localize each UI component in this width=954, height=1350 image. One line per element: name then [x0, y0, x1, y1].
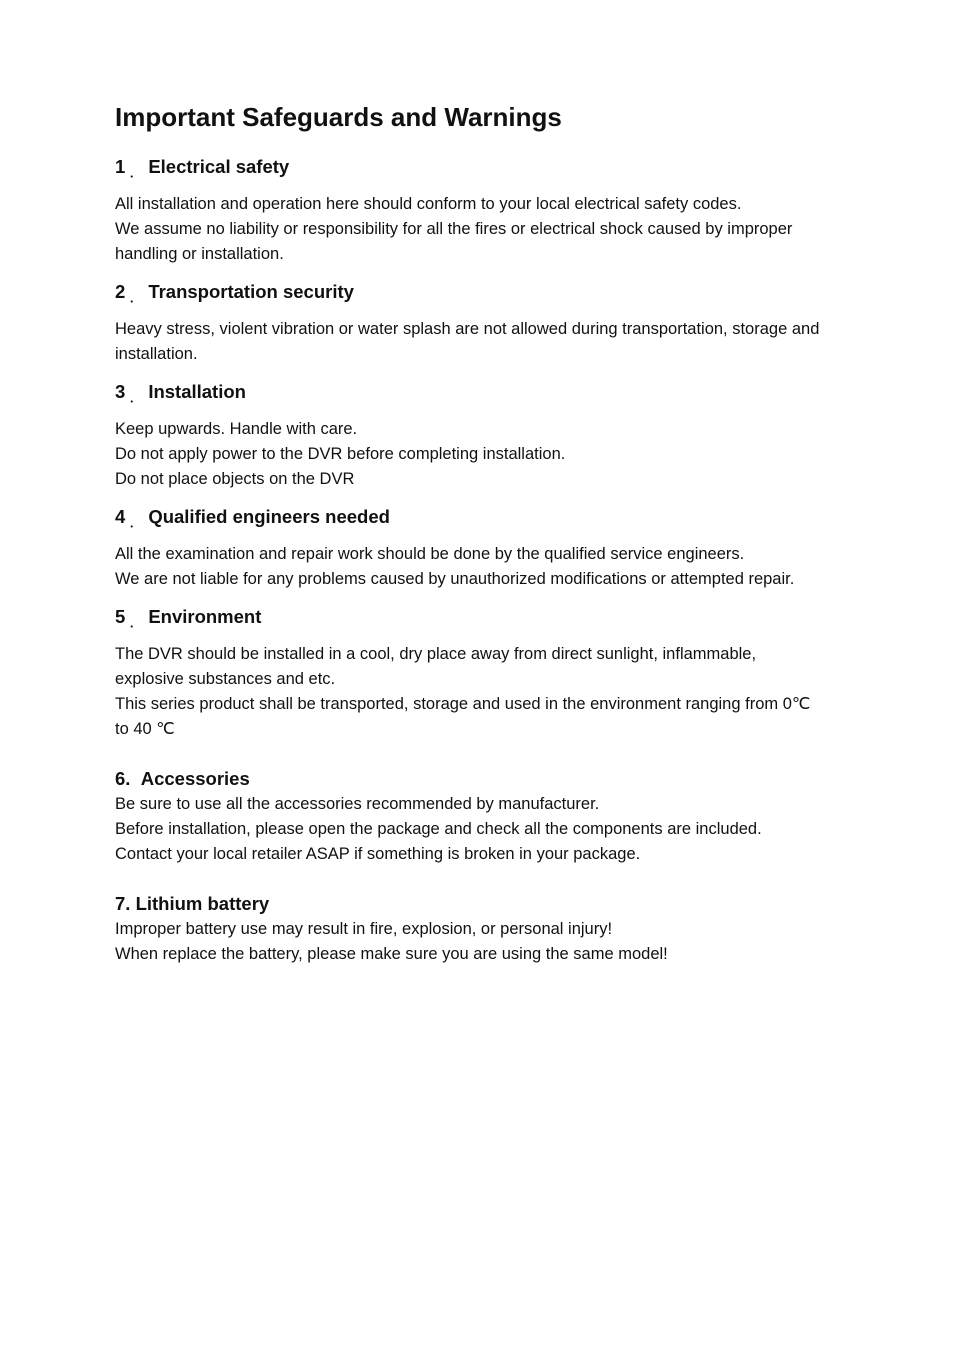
section-label: Qualified engineers needed — [148, 506, 390, 527]
section-body-environment — [115, 642, 845, 742]
body-line: Be sure to use all the accessories recommended by manufacturer. — [115, 795, 600, 813]
section-body-accessories — [115, 792, 845, 867]
section-label: Lithium battery — [135, 893, 270, 914]
section-number: 5 — [115, 606, 126, 627]
body-line: We assume no liability or responsibility for all the fires or electrical shock caused by improper — [115, 220, 793, 238]
section-separator: ． — [129, 389, 146, 406]
body-line: Improper battery use may result in fire, explosion, or personal injury! — [115, 920, 613, 938]
section-body-lithium-battery — [115, 917, 845, 967]
section-body-transportation-security — [115, 317, 845, 367]
body-line: The DVR should be installed in a cool, dry place away from direct sunlight, inflammable, — [115, 645, 757, 663]
section-heading-lithium-battery — [115, 892, 269, 916]
body-line: handling or installation. — [115, 245, 284, 263]
section-body-electrical-safety — [115, 192, 845, 267]
section-label: Accessories — [140, 768, 250, 789]
section-label: Installation — [148, 381, 246, 402]
section-number: 2 — [115, 281, 126, 302]
section-heading-installation — [115, 380, 246, 406]
section-heading-electrical-safety — [115, 155, 289, 181]
section-number: 3 — [115, 381, 126, 402]
section-body-installation — [115, 417, 845, 492]
section-label: Transportation security — [148, 281, 354, 302]
body-line: explosive substances and etc. — [115, 670, 336, 688]
section-number: 7. — [115, 893, 131, 914]
section-label: Electrical safety — [148, 156, 290, 177]
section-number: 4 — [115, 506, 126, 527]
body-line: Do not apply power to the DVR before completing installation. — [115, 445, 566, 463]
section-heading-qualified-engineers — [115, 505, 390, 531]
section-separator: ． — [129, 164, 146, 181]
body-line: Contact your local retailer ASAP if something is broken in your package. — [115, 845, 641, 863]
body-line: We are not liable for any problems caused by unauthorized modifications or attempted repair. — [115, 570, 795, 588]
section-separator: ． — [129, 614, 146, 631]
section-number: 6. — [115, 768, 131, 789]
section-heading-transportation-security — [115, 280, 354, 306]
page-title: Important Safeguards and Warnings — [115, 102, 562, 132]
body-line: Heavy stress, violent vibration or water splash are not allowed during transportation, storage and — [115, 320, 820, 338]
body-line: When replace the battery, please make sure you are using the same model! — [115, 945, 668, 963]
section-separator: ． — [129, 289, 146, 306]
body-line: All the examination and repair work should be done by the qualified service engineers. — [115, 545, 745, 563]
body-line: Do not place objects on the DVR — [115, 470, 355, 488]
body-line: All installation and operation here should conform to your local electrical safety codes. — [115, 195, 742, 213]
body-line: installation. — [115, 345, 198, 363]
section-heading-environment — [115, 605, 261, 631]
body-line: to 40 ℃ — [115, 720, 175, 738]
section-number: 1 — [115, 156, 126, 177]
body-line: Keep upwards. Handle with care. — [115, 420, 358, 438]
section-separator: ． — [129, 514, 146, 531]
section-label: Environment — [148, 606, 262, 627]
body-line: Before installation, please open the package and check all the components are included. — [115, 820, 762, 838]
body-line: This series product shall be transported, storage and used in the environment ranging from 0℃ — [115, 695, 811, 713]
section-heading-accessories — [115, 767, 250, 791]
section-body-qualified-engineers — [115, 542, 845, 592]
